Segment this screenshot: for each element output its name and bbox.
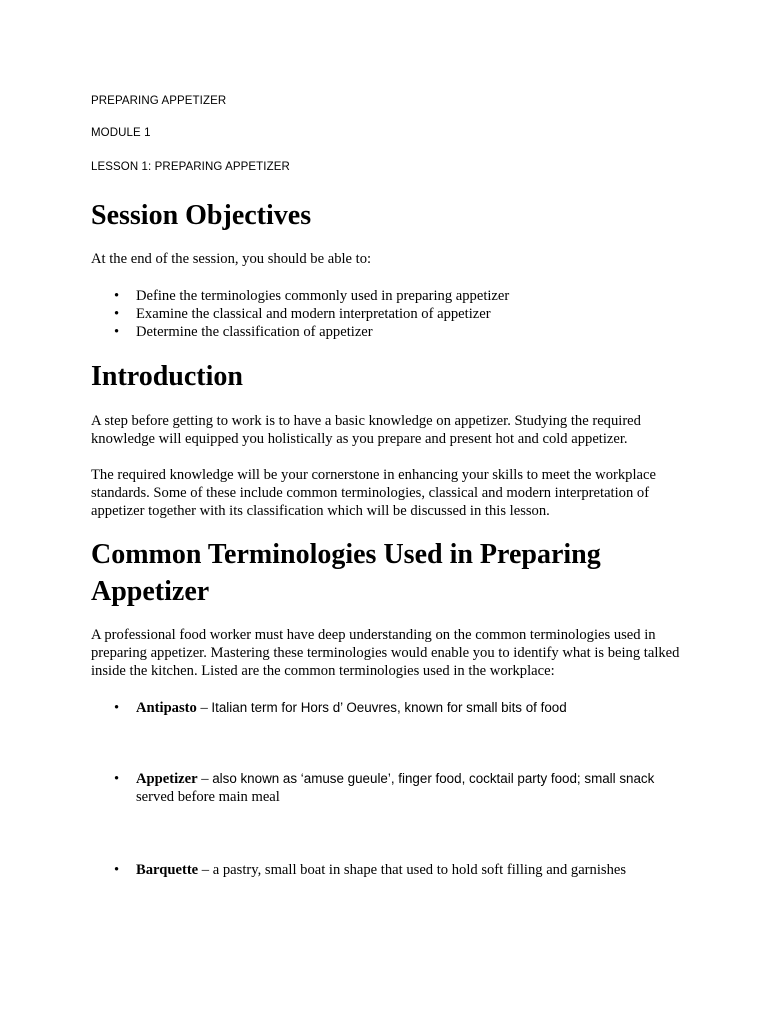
bullet-icon: • <box>114 306 120 322</box>
term-barquette <box>91 861 691 879</box>
term-antipasto <box>91 699 691 717</box>
module-label: MODULE 1 <box>91 127 151 139</box>
list-item <box>91 287 691 305</box>
terminologies-intro: A professional food worker must have deep understanding on the common terminologies used in preparing appetizer. Mastering these terminologies would enable you to identify what is being talked inside the kitchen. Listed are the common terminologies used in the workplace: <box>91 627 680 679</box>
term-definition: Italian term for Hors d’ Oeuvres, known for small bits of food <box>211 700 567 715</box>
term-dash: – <box>198 862 213 878</box>
term-definition: also known as ‘amuse gueule’, finger food, cocktail party food; small snack <box>212 771 655 786</box>
term-appetizer <box>91 770 691 806</box>
objective-text: Examine the classical and modern interpretation of appetizer <box>136 306 491 322</box>
term-definition-continued: served before main meal <box>136 789 280 805</box>
course-title: PREPARING APPETIZER <box>91 95 227 107</box>
term-definition: a pastry, small boat in shape that used to hold soft filling and garnishes <box>212 862 627 878</box>
lesson-label: LESSON 1: PREPARING APPETIZER <box>91 161 290 173</box>
objectives-intro: At the end of the session, you should be able to: <box>91 251 372 267</box>
objective-text: Determine the classification of appetizer <box>136 324 373 340</box>
bullet-icon: • <box>114 862 120 878</box>
introduction-paragraph-2: The required knowledge will be your cornerstone in enhancing your skills to meet the workplace standards. Some of these include common terminologies, classical and modern interpretation of appetizer together with its classification which will be discussed in this lesson. <box>91 467 656 519</box>
term-name: Barquette <box>136 862 199 878</box>
introduction-paragraph-1: A step before getting to work is to have a basic knowledge on appetizer. Studying the required knowledge will equipped you holistically as you prepare and present hot and cold appetizer. <box>91 413 641 447</box>
bullet-icon: • <box>114 324 120 340</box>
introduction-heading: Introduction <box>91 361 243 392</box>
objectives-heading: Session Objectives <box>91 200 312 231</box>
list-item <box>91 323 691 341</box>
bullet-icon: • <box>114 700 120 716</box>
objective-text: Define the terminologies commonly used in preparing appetizer <box>136 288 510 304</box>
terminologies-heading: Common Terminologies Used in Preparing Appetizer <box>91 539 601 607</box>
bullet-icon: • <box>114 288 120 304</box>
objectives-list <box>91 287 691 341</box>
bullet-icon: • <box>114 771 120 787</box>
term-dash: – <box>197 771 213 787</box>
list-item <box>91 305 691 323</box>
term-dash: – <box>196 700 212 716</box>
term-name: Appetizer <box>136 771 198 787</box>
term-name: Antipasto <box>136 700 197 716</box>
